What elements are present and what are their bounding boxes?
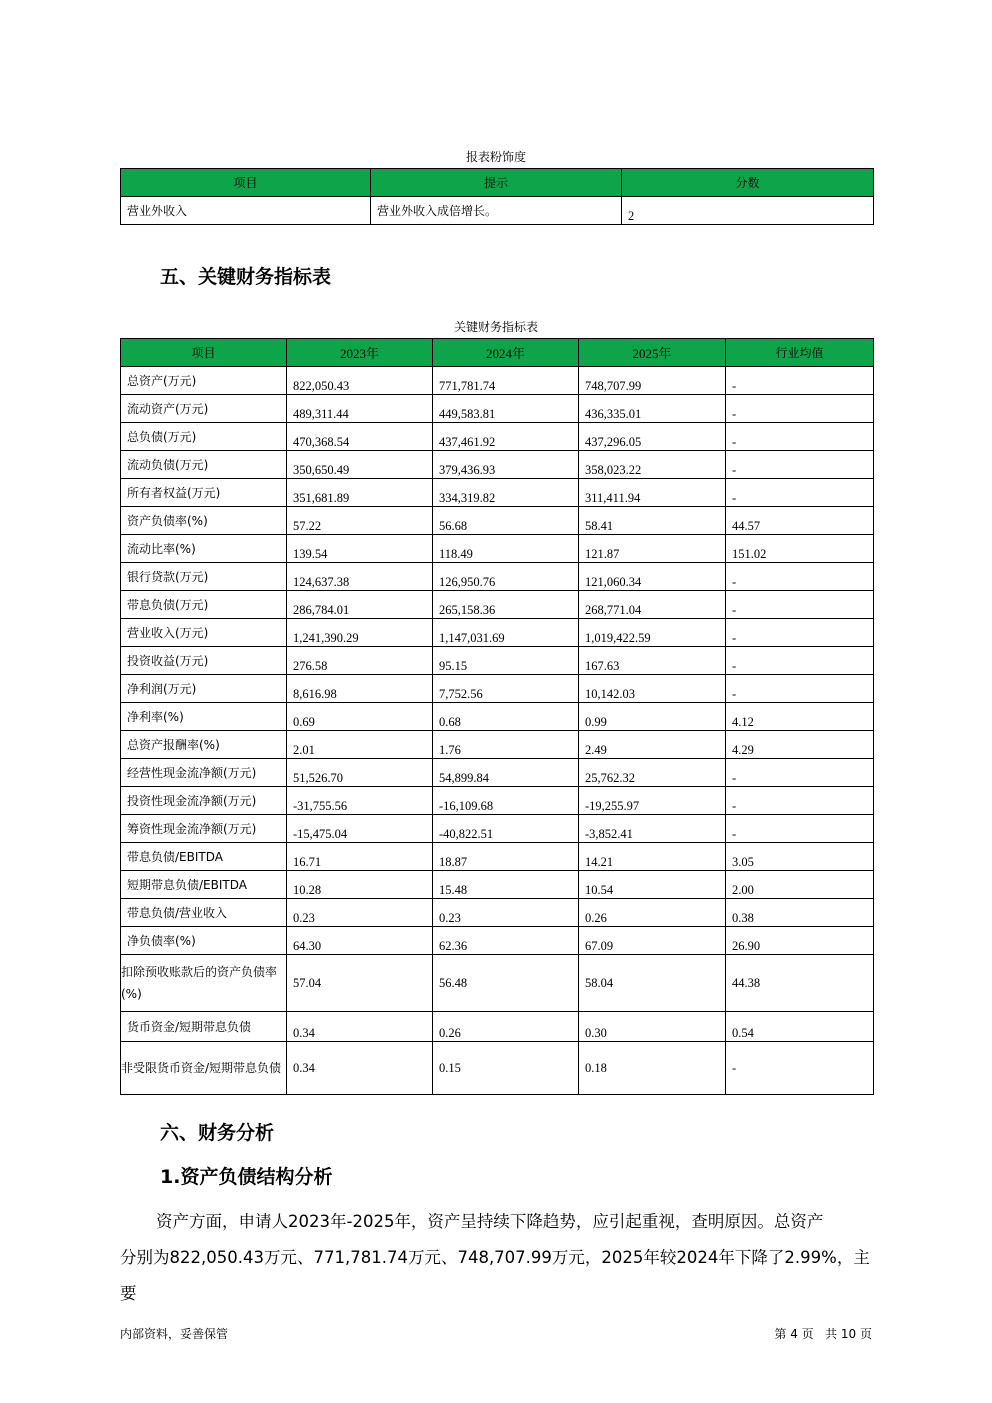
row-label: 短期带息负债/EBITDA — [121, 871, 287, 899]
table-row — [121, 507, 874, 535]
table-cell: 14.21 — [579, 843, 726, 871]
section-title: 五、关键财务指标表 — [160, 266, 332, 288]
table-cell: - — [726, 479, 874, 507]
table2-header-row — [121, 339, 874, 367]
table-cell: 0.18 — [579, 1042, 726, 1095]
table-cell: 18.87 — [433, 843, 579, 871]
table-cell: 95.15 — [433, 647, 579, 675]
table-cell: 25,762.32 — [579, 759, 726, 787]
table-row — [121, 619, 874, 647]
table-cell: 0.15 — [433, 1042, 579, 1095]
table-cell: -15,475.04 — [287, 815, 433, 843]
table-cell: 351,681.89 — [287, 479, 433, 507]
analysis-paragraph — [120, 1204, 874, 1312]
table-row — [121, 815, 874, 843]
table-cell: 0.38 — [726, 899, 874, 927]
table-row — [121, 731, 874, 759]
table-cell: -16,109.68 — [433, 787, 579, 815]
table-cell: 56.68 — [433, 507, 579, 535]
table-cell: 358,023.22 — [579, 451, 726, 479]
table-row — [121, 647, 874, 675]
table-cell: 8,616.98 — [287, 675, 433, 703]
table-cell: 118.49 — [433, 535, 579, 563]
table1-header-row — [121, 169, 874, 197]
table-cell: - — [726, 563, 874, 591]
table-cell: - — [726, 591, 874, 619]
table-cell: 1.76 — [433, 731, 579, 759]
row-label: 银行贷款(万元) — [121, 563, 287, 591]
table-cell: - — [726, 815, 874, 843]
table-cell: 822,050.43 — [287, 367, 433, 395]
row-label: 流动资产(万元) — [121, 395, 287, 423]
table-cell: 0.34 — [287, 1012, 433, 1042]
column-header: 2023年 — [287, 339, 433, 367]
table-cell: 54,899.84 — [433, 759, 579, 787]
table-cell: 124,637.38 — [287, 563, 433, 591]
paragraph-line: 资产方面，申请人2023年-2025年，资产呈持续下降趋势，应引起重视，查明原因。总资产 — [156, 1212, 824, 1231]
table-cell: 437,461.92 — [433, 423, 579, 451]
table-row — [121, 451, 874, 479]
table-cell: 51,526.70 — [287, 759, 433, 787]
table-cell: 771,781.74 — [433, 367, 579, 395]
table-cell: 2.49 — [579, 731, 726, 759]
column-header: 分数 — [622, 169, 874, 197]
section-title: 六、财务分析 — [160, 1122, 275, 1144]
column-header: 提示 — [371, 169, 622, 197]
row-label: 资产负债率(%) — [121, 507, 287, 535]
table-row — [121, 1042, 874, 1095]
table-cell: 10,142.03 — [579, 675, 726, 703]
table-cell: 286,784.01 — [287, 591, 433, 619]
column-header: 行业均值 — [726, 339, 874, 367]
table-cell: 437,296.05 — [579, 423, 726, 451]
table-cell: 4.29 — [726, 731, 874, 759]
table-cell: 10.54 — [579, 871, 726, 899]
table-cell: 379,436.93 — [433, 451, 579, 479]
table-cell: 44.57 — [726, 507, 874, 535]
table-row — [121, 759, 874, 787]
table-row — [121, 423, 874, 451]
table-cell: -3,852.41 — [579, 815, 726, 843]
row-label: 非受限货币资金/短期带息负债 — [121, 1042, 287, 1095]
table-cell: 0.26 — [579, 899, 726, 927]
table-cell: - — [726, 395, 874, 423]
table-cell: 67.09 — [579, 927, 726, 955]
footer-confidential: 内部资料，妥善保管 — [120, 1327, 229, 1341]
table-cell: 3.05 — [726, 843, 874, 871]
footer-page-number: 第 4 页 共 10 页 — [774, 1327, 872, 1341]
table-cell: 0.23 — [433, 899, 579, 927]
table-cell: 311,411.94 — [579, 479, 726, 507]
table-cell: 121.87 — [579, 535, 726, 563]
table-cell: - — [726, 675, 874, 703]
table-cell: 58.04 — [579, 955, 726, 1012]
subsection-title: 1.资产负债结构分析 — [160, 1166, 333, 1188]
table-cell: 营业外收入成倍增长。 — [371, 197, 622, 225]
table-cell: 748,707.99 — [579, 367, 726, 395]
table-row — [121, 591, 874, 619]
table-row — [121, 703, 874, 731]
table-cell: 2.01 — [287, 731, 433, 759]
table-cell: 167.63 — [579, 647, 726, 675]
table-cell: 0.26 — [433, 1012, 579, 1042]
table-cell: - — [726, 647, 874, 675]
row-label: 经营性现金流净额(万元) — [121, 759, 287, 787]
table-row — [121, 197, 874, 225]
table-row — [121, 535, 874, 563]
column-header: 项目 — [121, 169, 371, 197]
table-cell: 44.38 — [726, 955, 874, 1012]
table2-caption: 关键财务指标表 — [453, 320, 538, 334]
table-cell: 57.04 — [287, 955, 433, 1012]
table-cell: 26.90 — [726, 927, 874, 955]
table-cell: 62.36 — [433, 927, 579, 955]
table-cell: 10.28 — [287, 871, 433, 899]
row-label: 筹资性现金流净额(万元) — [121, 815, 287, 843]
table-cell: 0.69 — [287, 703, 433, 731]
table-cell: 126,950.76 — [433, 563, 579, 591]
row-label: 所有者权益(万元) — [121, 479, 287, 507]
table-cell: - — [726, 367, 874, 395]
table-cell: - — [726, 1042, 874, 1095]
row-label: 净负债率(%) — [121, 927, 287, 955]
table-cell: 436,335.01 — [579, 395, 726, 423]
table-cell: 16.71 — [287, 843, 433, 871]
table-cell: 0.54 — [726, 1012, 874, 1042]
table-cell: 1,241,390.29 — [287, 619, 433, 647]
table-row — [121, 395, 874, 423]
row-label: 总资产报酬率(%) — [121, 731, 287, 759]
table-cell: 265,158.36 — [433, 591, 579, 619]
row-label: 总资产(万元) — [121, 367, 287, 395]
table-cell: 64.30 — [287, 927, 433, 955]
table-cell: 268,771.04 — [579, 591, 726, 619]
table-cell: - — [726, 787, 874, 815]
row-label: 投资收益(万元) — [121, 647, 287, 675]
table-cell: - — [726, 619, 874, 647]
table-cell: 15.48 — [433, 871, 579, 899]
table-cell: 489,311.44 — [287, 395, 433, 423]
row-label: 投资性现金流净额(万元) — [121, 787, 287, 815]
table-cell: 1,147,031.69 — [433, 619, 579, 647]
table-cell: 4.12 — [726, 703, 874, 731]
table1-caption: 报表粉饰度 — [465, 150, 526, 164]
table-cell: -19,255.97 — [579, 787, 726, 815]
table-cell: 449,583.81 — [433, 395, 579, 423]
column-header: 项目 — [121, 339, 287, 367]
row-label: 货币资金/短期带息负债 — [121, 1012, 287, 1042]
table-cell: 58.41 — [579, 507, 726, 535]
column-header: 2025年 — [579, 339, 726, 367]
table-cell: 2.00 — [726, 871, 874, 899]
row-label: 流动负债(万元) — [121, 451, 287, 479]
table-row — [121, 871, 874, 899]
table-cell: 7,752.56 — [433, 675, 579, 703]
table-cell: 0.99 — [579, 703, 726, 731]
row-label: 扣除预收账款后的资产负债率(%) — [121, 955, 287, 1012]
row-label: 带息负债/EBITDA — [121, 843, 287, 871]
table-cell: 2 — [622, 197, 874, 225]
table-row — [121, 843, 874, 871]
table-cell: - — [726, 423, 874, 451]
table-cell: 276.58 — [287, 647, 433, 675]
row-label: 总负债(万元) — [121, 423, 287, 451]
table-cell: 营业外收入 — [121, 197, 371, 225]
table-cell: 151.02 — [726, 535, 874, 563]
row-label: 净利率(%) — [121, 703, 287, 731]
table-cell: - — [726, 451, 874, 479]
row-label: 流动比率(%) — [121, 535, 287, 563]
table-cell: -40,822.51 — [433, 815, 579, 843]
column-header: 2024年 — [433, 339, 579, 367]
table-cell: - — [726, 759, 874, 787]
table-row — [121, 563, 874, 591]
row-label: 净利润(万元) — [121, 675, 287, 703]
table-row — [121, 367, 874, 395]
report-whitewash-table — [120, 168, 874, 225]
table-row — [121, 899, 874, 927]
table-cell: 1,019,422.59 — [579, 619, 726, 647]
table-row — [121, 787, 874, 815]
paragraph-line: 分别为822,050.43万元、771,781.74万元、748,707.99万元，2025年较2024年下降了2.99%，主要 — [120, 1248, 870, 1303]
table-row — [121, 479, 874, 507]
table-cell: 334,319.82 — [433, 479, 579, 507]
table-row — [121, 675, 874, 703]
row-label: 带息负债/营业收入 — [121, 899, 287, 927]
table-cell: -31,755.56 — [287, 787, 433, 815]
table-cell: 0.68 — [433, 703, 579, 731]
table-cell: 350,650.49 — [287, 451, 433, 479]
table-cell: 0.30 — [579, 1012, 726, 1042]
table-cell: 56.48 — [433, 955, 579, 1012]
table-cell: 139.54 — [287, 535, 433, 563]
table-row — [121, 955, 874, 1012]
table-cell: 0.23 — [287, 899, 433, 927]
row-label: 带息负债(万元) — [121, 591, 287, 619]
table-cell: 0.34 — [287, 1042, 433, 1095]
table-cell: 57.22 — [287, 507, 433, 535]
key-financial-indicators-table — [120, 338, 874, 1095]
table-cell: 121,060.34 — [579, 563, 726, 591]
table-cell: 470,368.54 — [287, 423, 433, 451]
row-label: 营业收入(万元) — [121, 619, 287, 647]
table-row — [121, 1012, 874, 1042]
table-row — [121, 927, 874, 955]
